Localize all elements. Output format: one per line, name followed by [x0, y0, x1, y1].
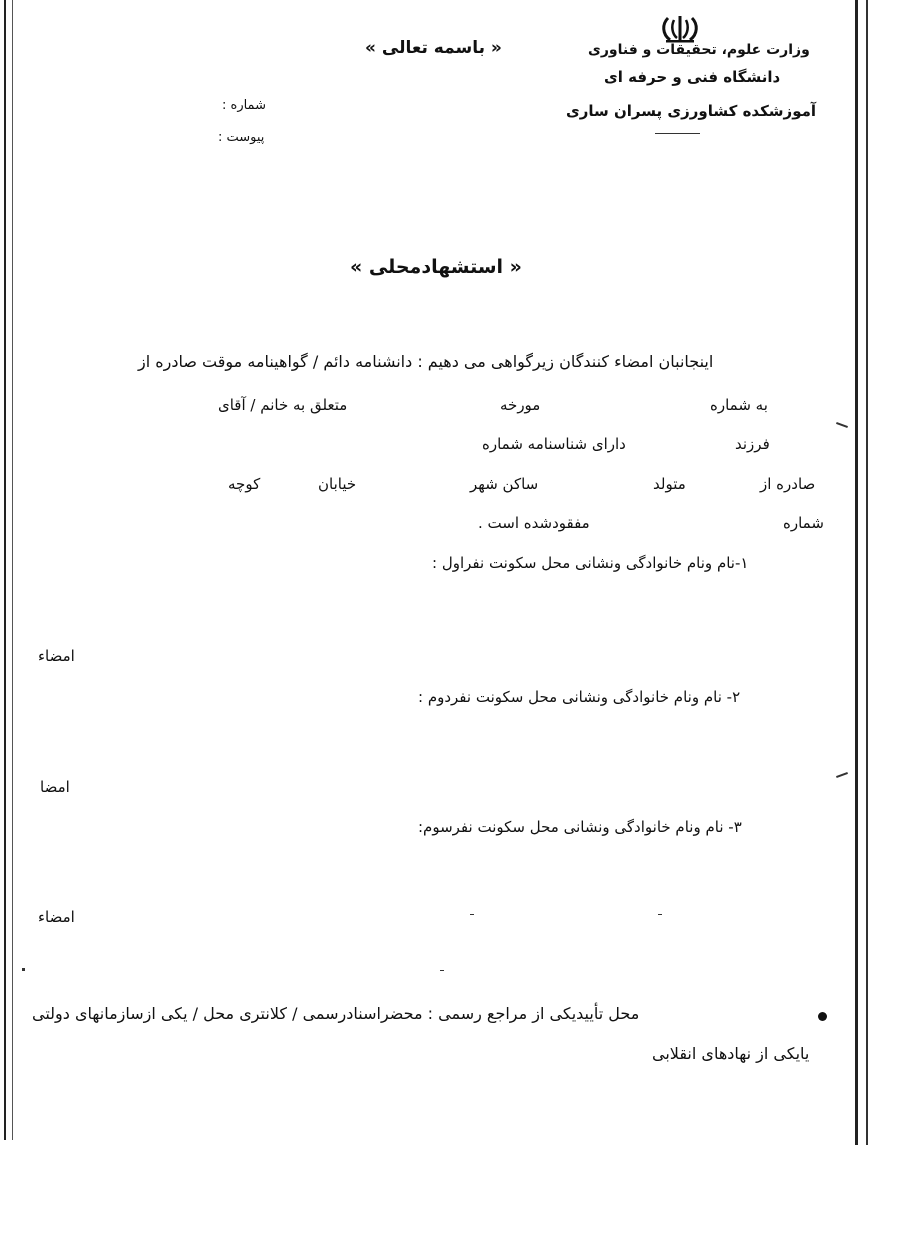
scan-edge-left [4, 0, 13, 1140]
university-name: دانشگاه فنی و حرفه ای [604, 68, 781, 86]
confirmation-line-2: یایکی از نهادهای انقلابی [652, 1044, 810, 1063]
issue-number-label: به شماره [710, 396, 768, 414]
street-label: خیابان [318, 475, 357, 493]
iran-emblem-icon [660, 14, 700, 44]
id-number-label: دارای شناسنامه شماره [482, 435, 626, 453]
issued-from-label: صادره از [760, 475, 816, 493]
intro-text: اینجانبان امضاء کنندگان زیرگواهی می دهیم : دانشنامه دائم / گواهینامه موقت صادره از [138, 352, 714, 371]
witness-1-label: ۱-نام ونام خانوادگی ونشانی محل سکونت نفراول : [432, 554, 749, 572]
scan-mark [836, 422, 848, 428]
scan-mark [658, 914, 662, 915]
house-number-label: شماره [783, 514, 824, 532]
city-label: ساکن شهر [470, 475, 539, 493]
number-label: شماره : [222, 98, 266, 113]
child-of-label: فرزند [735, 435, 770, 453]
header-underline [655, 133, 700, 134]
alley-label: کوچه [228, 475, 261, 493]
confirmation-line-1: محل تأییدیکی از مراجع رسمی : محضراسنادرسمی / کلانتری محل / یکی ازسازمانهای دولتی [32, 1004, 640, 1023]
scan-mark [22, 968, 25, 971]
ministry-name: وزارت علوم، تحقیقات و فناوری [588, 42, 810, 58]
lost-statement: مفقودشده است . [478, 514, 590, 532]
college-name: آموزشکده کشاورزی پسران ساری [566, 102, 817, 120]
scan-edge-right [855, 0, 868, 1145]
bullet-icon [818, 1012, 827, 1021]
born-label: متولد [653, 475, 686, 493]
owner-label: متعلق به خانم / آقای [218, 396, 348, 414]
issue-date-label: مورخه [500, 396, 541, 414]
witness-2-signature: امضا [40, 778, 70, 796]
witness-3-signature: امضاء [38, 908, 75, 926]
bismillah: « باسمه تعالی » [365, 38, 502, 58]
document-title: « استشهادمحلی » [350, 256, 522, 278]
scan-mark [836, 772, 848, 778]
attachment-label: پیوست : [218, 130, 265, 145]
witness-3-label: ۳- نام ونام خانوادگی ونشانی محل سکونت نفرسوم: [418, 818, 742, 836]
scan-mark [470, 914, 474, 915]
scan-mark [440, 970, 444, 971]
witness-1-signature: امضاء [38, 647, 75, 665]
witness-2-label: ۲- نام ونام خانوادگی ونشانی محل سکونت نفردوم : [418, 688, 741, 706]
